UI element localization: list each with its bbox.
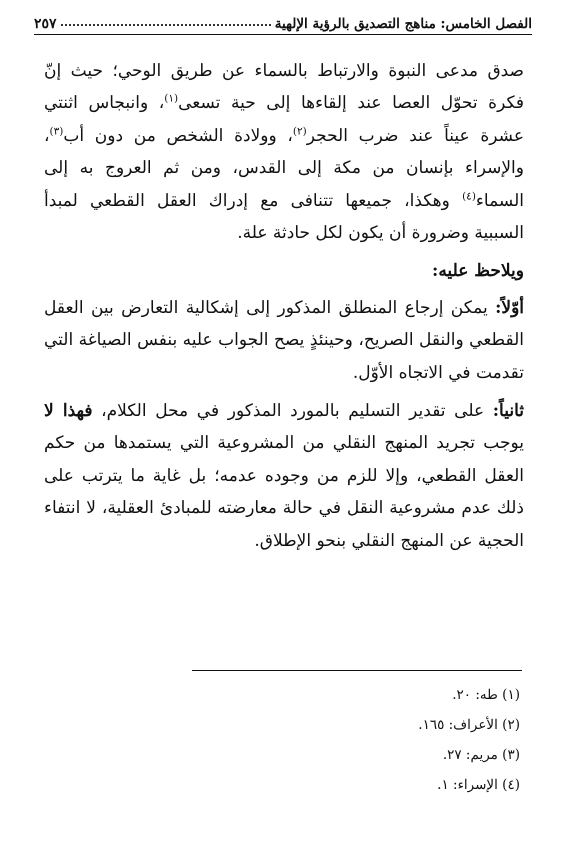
paragraph-second <box>44 395 524 557</box>
paragraph-intro <box>44 55 524 249</box>
note-heading: ويلاحظ عليه: <box>432 261 524 282</box>
footnotes <box>160 680 520 800</box>
header-dot-leader <box>61 24 271 26</box>
header-rule <box>34 34 532 35</box>
paragraph-first <box>44 292 524 389</box>
main-text <box>44 55 524 563</box>
page-number: ٢٥٧ <box>34 16 57 32</box>
footnote-1: (١) طه: ٢٠. <box>452 687 520 703</box>
text-segment: ، والإسراء بإنسان من مكة إلى القدس، ومن ثم العروج به إلى السماء <box>44 125 524 211</box>
text-segment: وهكذا، جميعها تتنافى مع إدراك العقل القطعي لمبدأ السببية وضرورة أن يكون لكل حادثة علة. <box>44 190 524 244</box>
second-text-cont: يوجب تجريد المنهج النقلي من المشروعية التي يستمدها من حكم العقل القطعي، وإلا للزم من وجوده عدمه؛ بل غاية ما يترتب على ذلك عدم مشروعية النقل في حالة معارضته للمبادئ العقلية، لا انتفاء الحجية عن المنهج النقلي بنحو الإطلاق. <box>44 433 524 551</box>
first-lead: أوّلاً: <box>495 297 524 318</box>
running-header <box>34 8 532 32</box>
text-segment: ، وولادة الشخص من دون أب <box>63 125 293 146</box>
footnote-rule <box>192 670 522 671</box>
footnote-ref-1: (١) <box>164 92 179 105</box>
footnote-2: (٢) الأعراف: ١٦٥. <box>418 717 520 733</box>
footnote-ref-3: (٣) <box>49 125 64 138</box>
footnote-ref-2: (٢) <box>292 125 307 138</box>
footnote-3: (٣) مريم: ٢٧. <box>442 747 520 763</box>
text-segment: ، وانبجاس اثنتي عشرة عيناً عند ضرب الحجر <box>44 93 524 146</box>
chapter-title: الفصل الخامس: مناهج التصديق بالرؤية الإلهية <box>274 16 532 32</box>
second-lead: ثانياً: <box>492 401 524 422</box>
text-segment: صدق مدعى النبوة والارتباط بالسماء عن طريق الوحي؛ حيث إنّ فكرة تحوّل العصا عند إلقاءها إلى حية تسعى <box>44 61 524 114</box>
second-bold-phrase: فهذا لا <box>44 401 93 422</box>
footnote-ref-4: (٤) <box>462 189 476 202</box>
second-text: على تقدير التسليم بالمورد المذكور في محل الكلام، <box>92 401 493 422</box>
first-text: يمكن إرجاع المنطلق المذكور إلى إشكالية التعارض بين العقل القطعي والنقل الصريح، وحينئذٍ يصح الجواب عليه بنفس الصياغة التي تقدمت في الاتجاه الأوّل. <box>44 297 524 383</box>
footnote-4: (٤) الإسراء: ١. <box>437 777 520 793</box>
